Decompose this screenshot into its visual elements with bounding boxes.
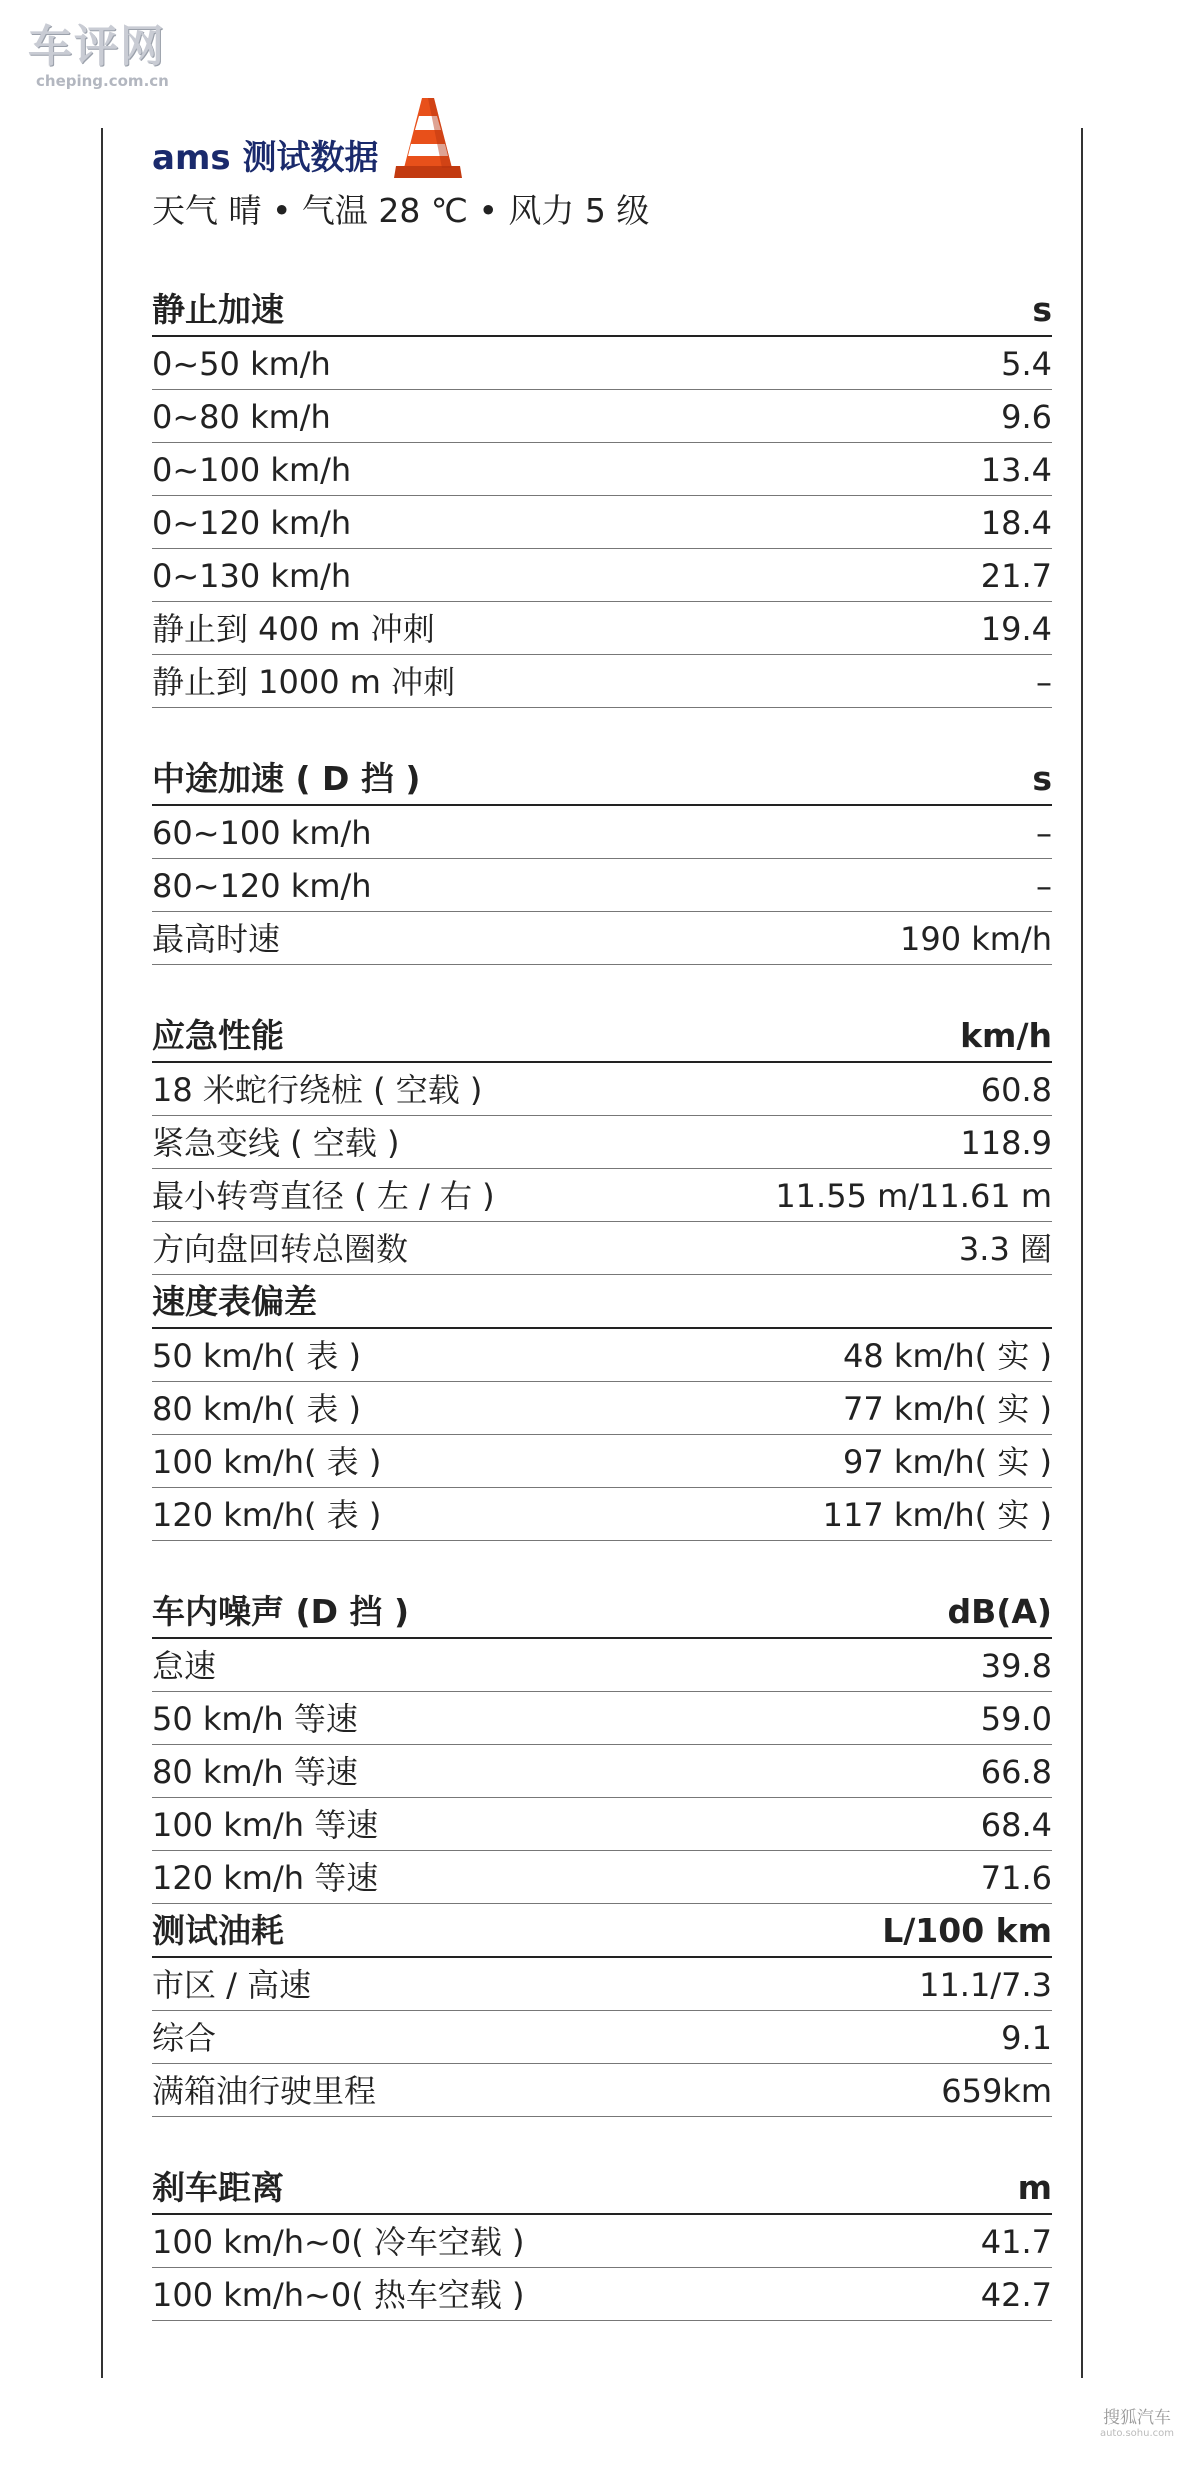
sections-container	[152, 283, 1052, 2321]
traffic-cone-icon	[392, 94, 464, 184]
section	[152, 2161, 1052, 2321]
row-value: 659km	[941, 2072, 1052, 2110]
row-label: 综合	[152, 2019, 217, 2057]
data-row	[152, 912, 1052, 965]
row-value: 190 km/h	[899, 920, 1052, 958]
watermark-url: auto.sohu.com	[1099, 2428, 1174, 2439]
row-label: 怠速	[152, 1647, 217, 1685]
row-value: 5.4	[1001, 345, 1052, 383]
row-value: 18.4	[980, 504, 1052, 542]
row-label: 18 米蛇行绕桩 ( 空载 )	[152, 1071, 483, 1109]
row-label: 60~100 km/h	[152, 814, 372, 852]
data-row	[152, 1169, 1052, 1222]
section-unit: L/100 km	[882, 1911, 1052, 1950]
row-label: 0~130 km/h	[152, 557, 352, 595]
row-label: 80 km/h 等速	[152, 1753, 358, 1791]
data-row	[152, 1063, 1052, 1116]
section-header	[152, 1009, 1052, 1063]
weather-info: 天气 晴 • 气温 28 ℃ • 风力 5 级	[152, 191, 650, 230]
row-value: 9.6	[1001, 398, 1052, 436]
row-value: 13.4	[980, 451, 1052, 489]
data-row	[152, 1851, 1052, 1904]
row-label: 方向盘回转总圈数	[152, 1230, 409, 1268]
data-row	[152, 1745, 1052, 1798]
row-label: 100 km/h( 表 )	[152, 1443, 382, 1481]
row-label: 100 km/h 等速	[152, 1806, 379, 1844]
row-value: 118.9	[960, 1124, 1052, 1162]
row-label: 100 km/h~0( 冷车空载 )	[152, 2223, 525, 2261]
row-value: 3.3 圈	[958, 1230, 1052, 1268]
data-row	[152, 1222, 1052, 1275]
section-unit: km/h	[960, 1016, 1052, 1055]
row-value: 71.6	[980, 1859, 1052, 1897]
row-value: –	[1036, 663, 1052, 701]
sohu-watermark	[1100, 2403, 1174, 2439]
cheping-logo	[28, 22, 198, 100]
data-row	[152, 1798, 1052, 1851]
row-label: 120 km/h( 表 )	[152, 1496, 382, 1534]
section	[152, 752, 1052, 965]
section-title: 测试油耗	[152, 1911, 284, 1950]
data-row	[152, 655, 1052, 708]
section-header	[152, 752, 1052, 806]
data-row	[152, 549, 1052, 602]
row-value: 97 km/h( 实 )	[843, 1443, 1052, 1481]
data-row	[152, 390, 1052, 443]
section	[152, 1009, 1052, 1275]
test-data-panel	[152, 125, 1052, 2321]
row-value: 41.7	[980, 2223, 1052, 2261]
logo-main-text: 车评网	[28, 21, 166, 72]
section-title: 车内噪声 (D 挡 )	[152, 1592, 410, 1631]
title-row	[152, 125, 1052, 183]
data-row	[152, 1692, 1052, 1745]
data-row	[152, 1329, 1052, 1382]
section	[152, 283, 1052, 708]
section-title: 应急性能	[152, 1016, 284, 1055]
data-row	[152, 806, 1052, 859]
section-header	[152, 283, 1052, 337]
row-value: 9.1	[1001, 2019, 1052, 2057]
row-label: 满箱油行驶里程	[152, 2072, 377, 2110]
row-value: 42.7	[980, 2276, 1052, 2314]
row-value: 19.4	[980, 610, 1052, 648]
row-label: 紧急变线 ( 空载 )	[152, 1124, 400, 1162]
row-label: 100 km/h~0( 热车空载 )	[152, 2276, 525, 2314]
section-header	[152, 1275, 1052, 1329]
page-title: ams 测试数据	[152, 137, 379, 178]
row-label: 120 km/h 等速	[152, 1859, 379, 1897]
section-unit: s	[1032, 290, 1052, 329]
section-unit: m	[1017, 2168, 1052, 2207]
data-row	[152, 443, 1052, 496]
data-row	[152, 1488, 1052, 1541]
row-value: –	[1036, 814, 1052, 852]
data-row	[152, 2215, 1052, 2268]
section-title: 静止加速	[152, 290, 284, 329]
data-row	[152, 859, 1052, 912]
row-value: 39.8	[980, 1647, 1052, 1685]
row-value: 11.55 m/11.61 m	[775, 1177, 1052, 1215]
frame-right-line	[1081, 128, 1083, 2378]
section	[152, 1904, 1052, 2117]
row-label: 0~100 km/h	[152, 451, 352, 489]
section-title: 中途加速 ( D 挡 )	[152, 759, 421, 798]
data-row	[152, 337, 1052, 390]
data-row	[152, 1116, 1052, 1169]
row-label: 最高时速	[152, 920, 281, 958]
row-label: 0~120 km/h	[152, 504, 352, 542]
section	[152, 1275, 1052, 1541]
section	[152, 1585, 1052, 1904]
section-title: 刹车距离	[152, 2168, 284, 2207]
row-label: 80~120 km/h	[152, 867, 372, 905]
row-value: 59.0	[980, 1700, 1052, 1738]
logo-sub-text: cheping.com.cn	[36, 72, 169, 90]
row-label: 静止到 1000 m 冲刺	[152, 663, 456, 701]
row-value: 48 km/h( 实 )	[843, 1337, 1052, 1375]
frame-left-line	[101, 128, 103, 2378]
data-row	[152, 1435, 1052, 1488]
data-row	[152, 496, 1052, 549]
section-unit: s	[1032, 759, 1052, 798]
data-row	[152, 2064, 1052, 2117]
row-value: –	[1036, 867, 1052, 905]
row-value: 68.4	[980, 1806, 1052, 1844]
row-label: 市区 / 高速	[152, 1966, 312, 2004]
row-label: 0~80 km/h	[152, 398, 331, 436]
row-value: 77 km/h( 实 )	[843, 1390, 1052, 1428]
watermark-text: 搜狐汽车	[1102, 2408, 1171, 2428]
data-row	[152, 2011, 1052, 2064]
row-value: 21.7	[980, 557, 1052, 595]
row-label: 50 km/h 等速	[152, 1700, 358, 1738]
row-label: 80 km/h( 表 )	[152, 1390, 361, 1428]
section-header	[152, 1585, 1052, 1639]
data-row	[152, 2268, 1052, 2321]
section-header	[152, 1904, 1052, 1958]
row-label: 0~50 km/h	[152, 345, 331, 383]
data-row	[152, 602, 1052, 655]
section-unit: dB(A)	[947, 1592, 1052, 1631]
row-value: 60.8	[980, 1071, 1052, 1109]
row-label: 50 km/h( 表 )	[152, 1337, 361, 1375]
row-value: 11.1/7.3	[919, 1966, 1052, 2004]
data-row	[152, 1958, 1052, 2011]
row-label: 最小转弯直径 ( 左 / 右 )	[152, 1177, 495, 1215]
data-row	[152, 1382, 1052, 1435]
row-label: 静止到 400 m 冲刺	[152, 610, 435, 648]
data-row	[152, 1639, 1052, 1692]
section-header	[152, 2161, 1052, 2215]
row-value: 117 km/h( 实 )	[822, 1496, 1052, 1534]
section-title: 速度表偏差	[152, 1282, 317, 1321]
row-value: 66.8	[980, 1753, 1052, 1791]
